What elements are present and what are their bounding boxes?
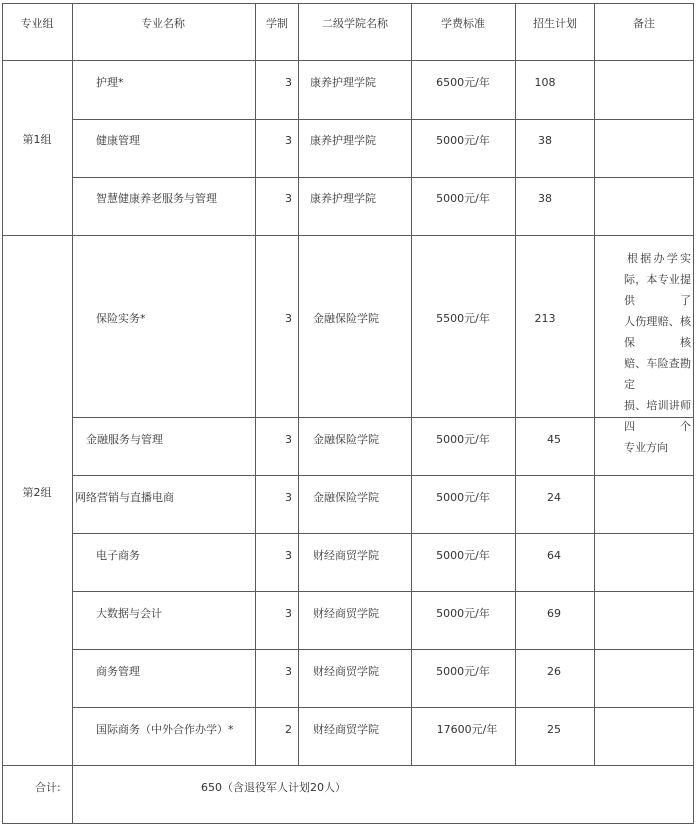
row-divider xyxy=(72,707,694,708)
header-group: 专业组 xyxy=(20,17,54,30)
row-divider xyxy=(2,60,694,61)
col-divider xyxy=(411,3,412,766)
plan-value: 64 xyxy=(547,549,561,562)
row-divider xyxy=(72,649,694,650)
major-name: 大数据与会计 xyxy=(96,607,162,620)
fee-value: 5000元/年 xyxy=(436,433,490,446)
college-name: 财经商贸学院 xyxy=(313,723,379,736)
header-plan: 招生计划 xyxy=(533,17,577,30)
note-line: 根据办学实 xyxy=(627,252,691,265)
header-fee: 学费标准 xyxy=(441,17,485,30)
college-name: 金融保险学院 xyxy=(313,312,379,325)
college-name: 康养护理学院 xyxy=(310,76,376,89)
col-divider xyxy=(255,3,256,766)
plan-value: 108 xyxy=(534,76,556,89)
major-name: 保险实务* xyxy=(96,312,146,325)
group-label: 第1组 xyxy=(22,133,52,146)
fee-value: 6500元/年 xyxy=(436,76,490,89)
college-name: 康养护理学院 xyxy=(310,192,376,205)
major-name: 电子商务 xyxy=(96,549,140,562)
note-line: 人伤理赔、核保核 xyxy=(624,315,691,349)
row-divider xyxy=(72,533,694,534)
college-name: 财经商贸学院 xyxy=(313,607,379,620)
plan-value: 69 xyxy=(547,607,561,620)
col-divider xyxy=(72,3,73,824)
header-note: 备注 xyxy=(633,17,655,30)
header-major: 专业名称 xyxy=(141,17,185,30)
fee-value: 5000元/年 xyxy=(436,665,490,678)
row-divider xyxy=(72,591,694,592)
total-value: 650（含退役军人计划20人） xyxy=(201,781,346,794)
note-cell xyxy=(624,248,691,458)
years-value: 3 xyxy=(285,134,292,147)
major-name: 金融服务与管理 xyxy=(86,433,163,446)
fee-value: 5000元/年 xyxy=(436,192,490,205)
college-name: 财经商贸学院 xyxy=(313,549,379,562)
fee-value: 5500元/年 xyxy=(436,312,490,325)
header-years: 学制 xyxy=(266,17,288,30)
years-value: 3 xyxy=(285,491,292,504)
years-value: 3 xyxy=(285,192,292,205)
group-label: 第2组 xyxy=(22,486,52,499)
college-name: 财经商贸学院 xyxy=(313,665,379,678)
fee-value: 5000元/年 xyxy=(436,491,490,504)
plan-value: 24 xyxy=(547,491,561,504)
note-line: 专业方向 xyxy=(624,441,668,454)
fee-value: 5000元/年 xyxy=(436,134,490,147)
row-divider xyxy=(72,119,694,120)
major-name: 智慧健康养老服务与管理 xyxy=(96,192,217,205)
plan-value: 38 xyxy=(538,134,552,147)
plan-value: 25 xyxy=(547,723,561,736)
major-name: 商务管理 xyxy=(96,665,140,678)
college-name: 康养护理学院 xyxy=(310,134,376,147)
major-name: 国际商务（中外合作办学）* xyxy=(96,723,234,736)
fee-value: 5000元/年 xyxy=(436,549,490,562)
row-divider xyxy=(72,417,694,418)
years-value: 3 xyxy=(285,312,292,325)
years-value: 3 xyxy=(285,76,292,89)
note-line: 损、培训讲师四个 xyxy=(624,399,691,433)
years-value: 2 xyxy=(285,723,292,736)
major-name: 护理* xyxy=(96,76,124,89)
major-name: 健康管理 xyxy=(96,134,140,147)
college-name: 金融保险学院 xyxy=(313,433,379,446)
col-divider xyxy=(298,3,299,766)
row-divider xyxy=(72,177,694,178)
table-border-bottom xyxy=(2,823,694,824)
col-divider xyxy=(515,3,516,766)
major-name: 网络营销与直播电商 xyxy=(75,491,174,504)
table-border-right xyxy=(693,3,694,824)
plan-value: 38 xyxy=(538,192,552,205)
plan-value: 26 xyxy=(547,665,561,678)
header-college: 二级学院名称 xyxy=(322,17,388,30)
row-divider xyxy=(2,765,694,766)
col-divider xyxy=(594,3,595,766)
table-border-left xyxy=(2,3,3,824)
years-value: 3 xyxy=(285,607,292,620)
table-border-top xyxy=(2,3,694,4)
note-line: 赔、车险查勘定 xyxy=(624,357,691,391)
years-value: 3 xyxy=(285,433,292,446)
years-value: 3 xyxy=(285,549,292,562)
plan-value: 45 xyxy=(547,433,561,446)
plan-value: 213 xyxy=(534,312,556,325)
fee-value: 5000元/年 xyxy=(436,607,490,620)
row-divider xyxy=(72,475,694,476)
college-name: 金融保险学院 xyxy=(313,491,379,504)
years-value: 3 xyxy=(285,665,292,678)
total-label: 合计: xyxy=(35,781,61,794)
fee-value: 17600元/年 xyxy=(436,723,498,736)
row-divider xyxy=(2,235,694,236)
note-line: 际，本专业提供了 xyxy=(624,273,691,307)
